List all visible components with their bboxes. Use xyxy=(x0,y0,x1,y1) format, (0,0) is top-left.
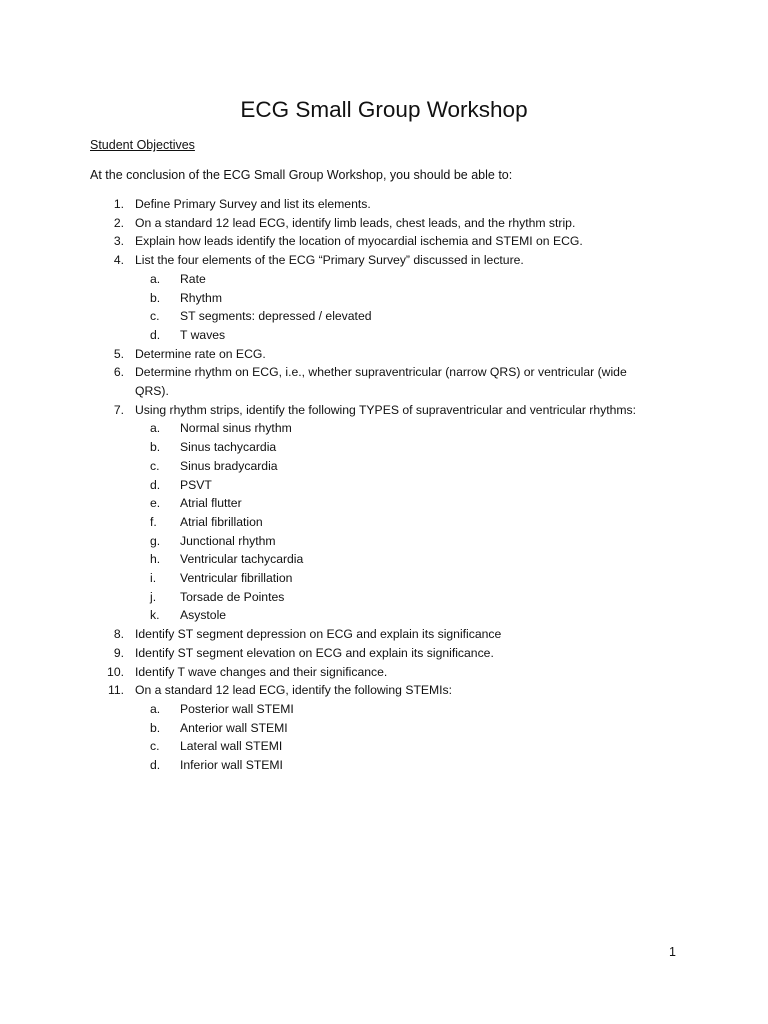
sub-objective-item xyxy=(0,326,768,345)
sub-objective-text: Atrial flutter xyxy=(180,496,242,511)
sub-objective-text: Atrial fibrillation xyxy=(180,514,263,529)
sub-objective-item xyxy=(0,419,768,438)
document-title: ECG Small Group Workshop xyxy=(240,97,528,122)
sub-objective-letter: d. xyxy=(150,477,161,492)
sub-objective-text: Rate xyxy=(180,271,206,286)
section-heading: Student Objectives xyxy=(90,138,195,152)
objective-item xyxy=(0,644,768,663)
objective-text: Determine rate on ECG. xyxy=(135,346,266,361)
objective-item xyxy=(0,251,768,345)
sub-objective-item xyxy=(0,289,768,308)
objective-line xyxy=(0,681,768,700)
objective-number: 10. xyxy=(107,664,124,679)
objective-number: 2. xyxy=(113,215,124,230)
sub-objective-item xyxy=(0,756,768,775)
objective-text: Explain how leads identify the location of myocardial ischemia and STEMI on ECG. xyxy=(135,234,583,249)
sub-objective-item xyxy=(0,270,768,289)
objective-line xyxy=(0,401,768,420)
objective-line xyxy=(0,232,768,251)
sub-objective-letter: h. xyxy=(150,552,161,567)
page-number: 1 xyxy=(669,945,676,959)
sub-objective-item xyxy=(0,719,768,738)
sub-objective-item xyxy=(0,513,768,532)
objective-line xyxy=(0,345,768,364)
objective-item xyxy=(0,345,768,364)
sub-objective-item xyxy=(0,588,768,607)
sub-objective-letter: c. xyxy=(150,309,160,324)
sub-objective-item xyxy=(0,700,768,719)
objective-text: List the four elements of the ECG “Primary Survey” discussed in lecture. xyxy=(135,253,524,268)
sub-objective-letter: c. xyxy=(150,739,160,754)
sub-objective-item xyxy=(0,457,768,476)
sub-objective-letter: b. xyxy=(150,440,161,455)
objective-text: Define Primary Survey and list its elements. xyxy=(135,197,371,211)
sub-objective-text: Ventricular fibrillation xyxy=(180,571,293,586)
objective-text: Determine rhythm on ECG, i.e., whether supraventricular (narrow QRS) or ventricular (wide QRS). xyxy=(135,365,627,399)
sub-objective-letter: a. xyxy=(150,271,161,286)
sub-objective-text: Rhythm xyxy=(180,290,222,305)
sub-objective-letter: d. xyxy=(150,327,161,342)
objective-number: 1. xyxy=(113,197,124,211)
objective-number: 4. xyxy=(113,253,124,268)
sub-objectives-list xyxy=(0,419,768,625)
sub-objectives-list xyxy=(0,270,768,345)
sub-objective-item xyxy=(0,606,768,625)
objective-item xyxy=(0,363,768,400)
sub-objective-letter: k. xyxy=(150,608,160,623)
sub-objective-text: Torsade de Pointes xyxy=(180,589,285,604)
objective-line xyxy=(0,663,768,682)
objective-number: 8. xyxy=(113,627,124,642)
sub-objective-text: Lateral wall STEMI xyxy=(180,739,283,754)
intro-text: At the conclusion of the ECG Small Group Workshop, you should be able to: xyxy=(90,168,513,182)
objective-item xyxy=(0,681,768,775)
objective-item xyxy=(0,663,768,682)
sub-objectives-list xyxy=(0,700,768,775)
sub-objective-item xyxy=(0,307,768,326)
objective-item xyxy=(0,195,768,214)
sub-objective-letter: c. xyxy=(150,458,160,473)
objective-text: Identify ST segment depression on ECG and explain its significance xyxy=(135,627,502,642)
sub-objective-letter: b. xyxy=(150,720,161,735)
sub-objective-letter: d. xyxy=(150,758,161,773)
objectives-list xyxy=(0,195,768,775)
sub-objective-item xyxy=(0,532,768,551)
objective-text: On a standard 12 lead ECG, identify the following STEMIs: xyxy=(135,683,453,698)
sub-objective-text: Inferior wall STEMI xyxy=(180,758,283,773)
objective-text: Using rhythm strips, identify the following TYPES of supraventricular and ventricular rhythms: xyxy=(135,402,637,417)
objective-text: On a standard 12 lead ECG, identify limb leads, chest leads, and the rhythm strip. xyxy=(135,215,576,230)
sub-objective-item xyxy=(0,438,768,457)
sub-objective-letter: a. xyxy=(150,421,161,436)
sub-objective-letter: i. xyxy=(150,571,157,586)
objective-number: 7. xyxy=(113,402,124,417)
sub-objective-item xyxy=(0,569,768,588)
sub-objective-item xyxy=(0,737,768,756)
sub-objective-item xyxy=(0,550,768,569)
sub-objective-text: T waves xyxy=(180,327,226,342)
sub-objective-item xyxy=(0,494,768,513)
sub-objective-text: PSVT xyxy=(180,477,212,492)
objective-item xyxy=(0,214,768,233)
objective-text: Identify T wave changes and their significance. xyxy=(135,664,388,679)
sub-objective-letter: b. xyxy=(150,290,161,305)
sub-objective-text: Sinus bradycardia xyxy=(180,458,278,473)
objective-number: 3. xyxy=(113,234,124,249)
objective-number: 6. xyxy=(113,365,124,380)
sub-objective-text: Asystole xyxy=(180,608,227,623)
objective-line xyxy=(0,625,768,644)
sub-objective-text: ST segments: depressed / elevated xyxy=(180,309,372,324)
objective-item xyxy=(0,401,768,625)
objective-line xyxy=(0,195,768,214)
sub-objective-letter: a. xyxy=(150,701,161,716)
objective-line xyxy=(0,214,768,233)
objective-number: 9. xyxy=(113,645,124,660)
sub-objective-letter: g. xyxy=(150,533,161,548)
sub-objective-text: Anterior wall STEMI xyxy=(180,720,288,735)
sub-objective-item xyxy=(0,476,768,495)
sub-objective-text: Posterior wall STEMI xyxy=(180,701,294,716)
sub-objective-text: Normal sinus rhythm xyxy=(180,421,292,436)
objective-text: Identify ST segment elevation on ECG and explain its significance. xyxy=(135,645,494,660)
objective-line xyxy=(0,251,768,270)
sub-objective-letter: f. xyxy=(150,514,157,529)
objective-number: 5. xyxy=(113,346,124,361)
sub-objective-text: Ventricular tachycardia xyxy=(180,552,304,567)
objective-line xyxy=(0,363,768,400)
sub-objective-letter: j. xyxy=(150,589,157,604)
objective-number: 11. xyxy=(107,683,124,698)
objective-item xyxy=(0,625,768,644)
objective-line xyxy=(0,644,768,663)
sub-objective-text: Junctional rhythm xyxy=(180,533,276,548)
sub-objective-text: Sinus tachycardia xyxy=(180,440,277,455)
objective-item xyxy=(0,232,768,251)
sub-objective-letter: e. xyxy=(150,496,161,511)
